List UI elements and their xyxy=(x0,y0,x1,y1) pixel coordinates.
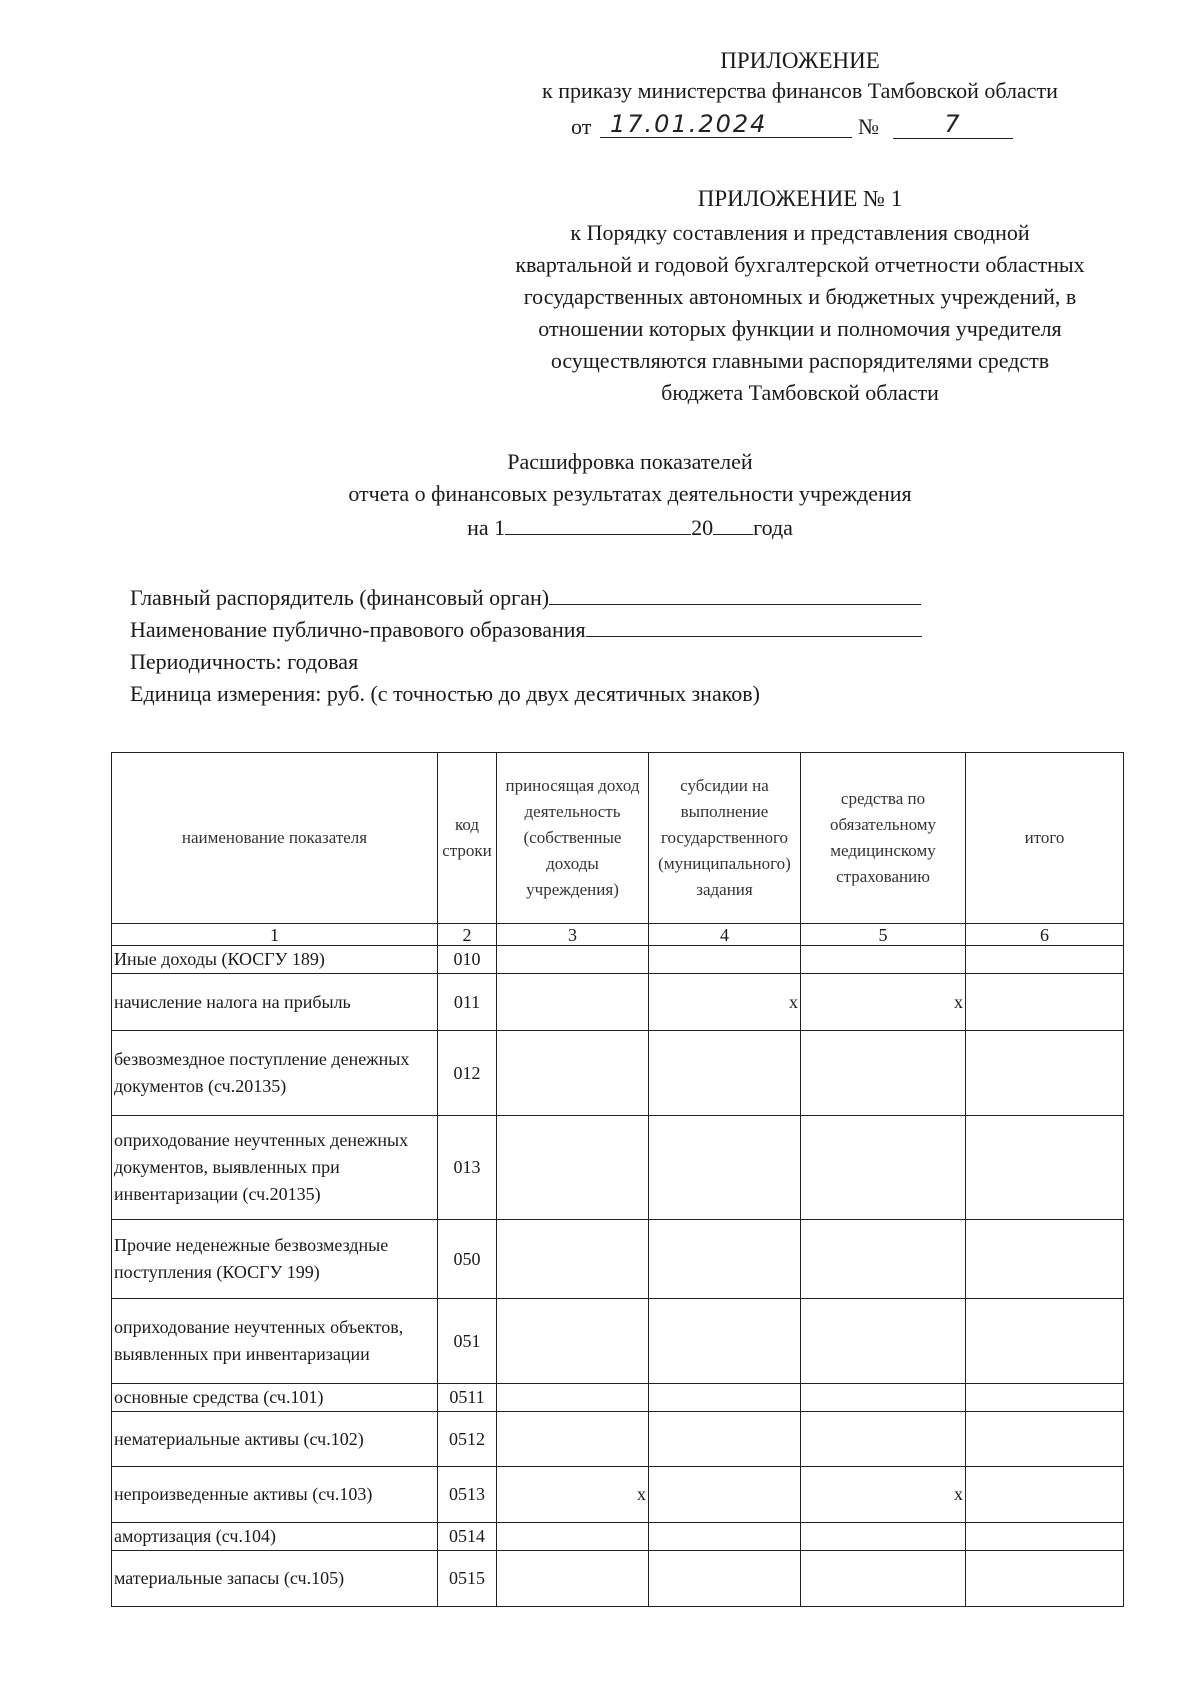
row-code: 013 xyxy=(438,1116,497,1220)
row-code: 0513 xyxy=(438,1467,497,1523)
total-cell[interactable] xyxy=(966,946,1124,974)
year-prefix: 20 xyxy=(691,515,714,540)
total-cell[interactable] xyxy=(966,1523,1124,1551)
table-row xyxy=(112,1031,1124,1116)
medical-insurance-cell[interactable]: x xyxy=(801,974,966,1031)
indicator-name: оприходование неучтенных денежных документов, выявленных при инвентаризации (сч.20135) xyxy=(112,1116,438,1220)
own-income-cell[interactable] xyxy=(497,946,649,974)
year-suffix: года xyxy=(753,515,793,540)
medical-insurance-cell[interactable]: x xyxy=(801,1467,966,1523)
row-code: 010 xyxy=(438,946,497,974)
state-task-subsidy-cell[interactable]: x xyxy=(649,974,801,1031)
indicator-name: безвозмездное поступление денежных документов (сч.20135) xyxy=(112,1031,438,1116)
main-manager-row xyxy=(130,582,922,614)
medical-insurance-cell[interactable] xyxy=(801,1031,966,1116)
date-prefix: на 1 xyxy=(467,515,506,540)
medical-insurance-cell[interactable] xyxy=(801,1412,966,1467)
medical-insurance-cell[interactable] xyxy=(801,1523,966,1551)
procedure-line: квартальной и годовой бухгалтерской отчетности областных xyxy=(515,252,1085,277)
medical-insurance-cell[interactable] xyxy=(801,1220,966,1299)
total-cell[interactable] xyxy=(966,1384,1124,1412)
procedure-line: осуществляются главными распорядителями средств xyxy=(550,348,1050,373)
table-row xyxy=(112,1467,1124,1523)
indicator-name: амортизация (сч.104) xyxy=(112,1523,438,1551)
procedure-line: бюджета Тамбовской области xyxy=(661,380,939,405)
indicator-name: оприходование неучтенных объектов, выявленных при инвентаризации xyxy=(112,1299,438,1384)
total-cell[interactable] xyxy=(966,1299,1124,1384)
main-manager-label: Главный распорядитель (финансовый орган) xyxy=(130,585,550,610)
procedure-appendix xyxy=(440,183,1160,409)
order-number-field: 7 xyxy=(893,110,1013,139)
own-income-cell[interactable] xyxy=(497,974,649,1031)
total-cell[interactable] xyxy=(966,1116,1124,1220)
total-cell[interactable] xyxy=(966,974,1124,1031)
row-code: 051 xyxy=(438,1299,497,1384)
own-income-cell[interactable] xyxy=(497,1031,649,1116)
from-label: от xyxy=(571,114,592,139)
measurement-unit: Единица измерения: руб. (с точностью до двух десятичных знаков) xyxy=(130,681,760,706)
table-row xyxy=(112,1523,1124,1551)
own-income-cell[interactable] xyxy=(497,1220,649,1299)
own-income-cell[interactable] xyxy=(497,1299,649,1384)
total-cell[interactable] xyxy=(966,1220,1124,1299)
medical-insurance-cell[interactable] xyxy=(801,1299,966,1384)
indicator-name: материальные запасы (сч.105) xyxy=(112,1551,438,1607)
column-number: 5 xyxy=(801,924,966,946)
own-income-cell[interactable] xyxy=(497,1551,649,1607)
number-label: № xyxy=(858,114,879,139)
table-header-row xyxy=(112,753,1124,924)
own-income-cell[interactable] xyxy=(497,1523,649,1551)
column-header: средства по обязательному медицинскому страхованию xyxy=(801,753,966,924)
column-header: итого xyxy=(966,753,1124,924)
indicators-table xyxy=(111,752,1124,1607)
row-code: 0512 xyxy=(438,1412,497,1467)
appendix-subtitle: к приказу министерства финансов Тамбовской области xyxy=(542,78,1058,103)
total-cell[interactable] xyxy=(966,1031,1124,1116)
procedure-appendix-title: ПРИЛОЖЕНИЕ № 1 xyxy=(697,186,903,211)
state-task-subsidy-cell[interactable] xyxy=(649,1116,801,1220)
own-income-cell[interactable] xyxy=(497,1412,649,1467)
own-income-cell[interactable] xyxy=(497,1116,649,1220)
report-meta xyxy=(130,582,922,710)
column-header: наименование показателя xyxy=(112,753,438,924)
column-number: 4 xyxy=(649,924,801,946)
public-entity-blank[interactable] xyxy=(586,614,922,637)
state-task-subsidy-cell[interactable] xyxy=(649,1412,801,1467)
row-code: 0511 xyxy=(438,1384,497,1412)
order-date-line xyxy=(0,110,1200,144)
total-cell[interactable] xyxy=(966,1551,1124,1607)
row-code: 0514 xyxy=(438,1523,497,1551)
row-code: 0515 xyxy=(438,1551,497,1607)
own-income-cell[interactable] xyxy=(497,1384,649,1412)
column-number: 3 xyxy=(497,924,649,946)
own-income-cell[interactable]: x xyxy=(497,1467,649,1523)
table-row xyxy=(112,946,1124,974)
periodicity: Периодичность: годовая xyxy=(130,649,359,674)
column-header: приносящая доход деятельность (собственные доходы учреждения) xyxy=(497,753,649,924)
state-task-subsidy-cell[interactable] xyxy=(649,1220,801,1299)
state-task-subsidy-cell[interactable] xyxy=(649,1384,801,1412)
indicator-name: основные средства (сч.101) xyxy=(112,1384,438,1412)
report-title xyxy=(200,446,1060,544)
column-number: 2 xyxy=(438,924,497,946)
column-header: субсидии на выполнение государственного (муниципального) задания xyxy=(649,753,801,924)
column-header: код строки xyxy=(438,753,497,924)
medical-insurance-cell[interactable] xyxy=(801,1384,966,1412)
indicator-name: нематериальные активы (сч.102) xyxy=(112,1412,438,1467)
state-task-subsidy-cell[interactable] xyxy=(649,1031,801,1116)
column-number-row xyxy=(112,924,1124,946)
table-row xyxy=(112,974,1124,1031)
order-appendix-header xyxy=(470,46,1130,106)
column-number: 6 xyxy=(966,924,1124,946)
table-row xyxy=(112,1412,1124,1467)
month-blank[interactable] xyxy=(505,510,691,535)
report-date-line xyxy=(200,510,1060,544)
total-cell[interactable] xyxy=(966,1412,1124,1467)
year-blank[interactable] xyxy=(713,510,753,535)
state-task-subsidy-cell[interactable] xyxy=(649,1299,801,1384)
report-title-line: Расшифровка показателей xyxy=(507,449,753,474)
table-row xyxy=(112,1299,1124,1384)
table-row xyxy=(112,1384,1124,1412)
appendix-title: ПРИЛОЖЕНИЕ xyxy=(720,48,880,73)
total-cell[interactable] xyxy=(966,1467,1124,1523)
public-entity-row xyxy=(130,614,922,646)
table-row xyxy=(112,1551,1124,1607)
main-manager-blank[interactable] xyxy=(549,582,921,605)
indicator-name: Иные доходы (КОСГУ 189) xyxy=(112,946,438,974)
medical-insurance-cell[interactable] xyxy=(801,946,966,974)
state-task-subsidy-cell[interactable] xyxy=(649,1551,801,1607)
table-row xyxy=(112,1220,1124,1299)
report-title-line: отчета о финансовых результатах деятельности учреждения xyxy=(348,481,912,506)
public-entity-label: Наименование публично-правового образования xyxy=(130,617,586,642)
column-number: 1 xyxy=(112,924,438,946)
row-code: 011 xyxy=(438,974,497,1031)
indicator-name: непроизведенные активы (сч.103) xyxy=(112,1467,438,1523)
indicator-name: Прочие неденежные безвозмездные поступления (КОСГУ 199) xyxy=(112,1220,438,1299)
row-code: 012 xyxy=(438,1031,497,1116)
procedure-line: государственных автономных и бюджетных учреждений, в xyxy=(523,284,1077,309)
medical-insurance-cell[interactable] xyxy=(801,1551,966,1607)
state-task-subsidy-cell[interactable] xyxy=(649,946,801,974)
procedure-line: отношении которых функции и полномочия учредителя xyxy=(538,316,1062,341)
row-code: 050 xyxy=(438,1220,497,1299)
state-task-subsidy-cell[interactable] xyxy=(649,1467,801,1523)
table-row xyxy=(112,1116,1124,1220)
medical-insurance-cell[interactable] xyxy=(801,1116,966,1220)
order-date-field: 17.01.2024 xyxy=(600,110,852,138)
indicator-name: начисление налога на прибыль xyxy=(112,974,438,1031)
procedure-line: к Порядку составления и представления сводной xyxy=(570,220,1030,245)
state-task-subsidy-cell[interactable] xyxy=(649,1523,801,1551)
